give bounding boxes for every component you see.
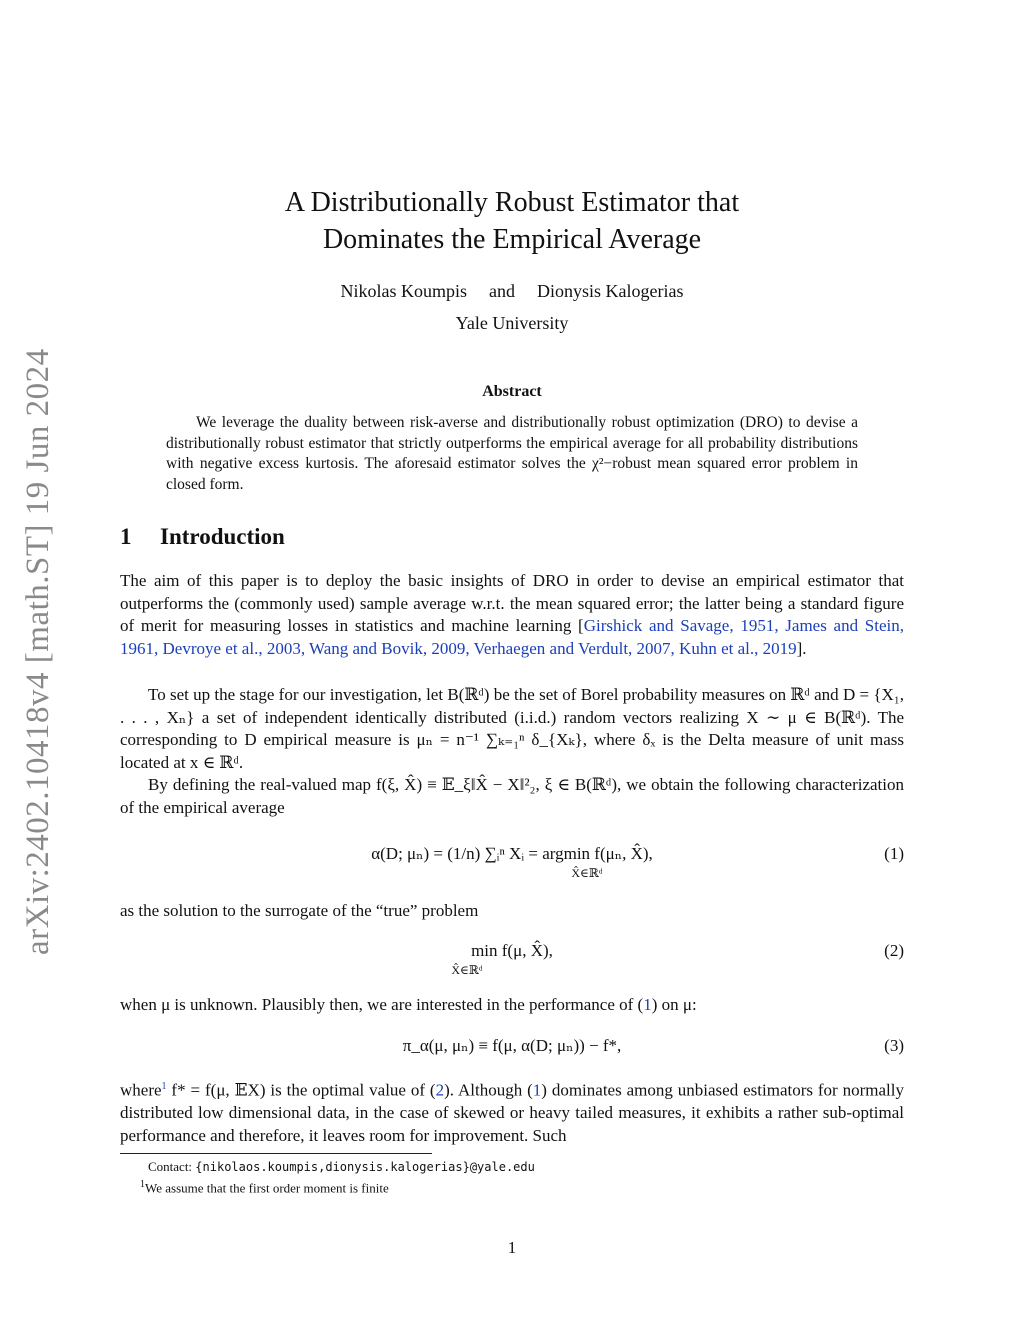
contact-label: Contact: (148, 1159, 193, 1174)
paragraph-1 (120, 570, 904, 661)
footnote-1-text: We assume that the first order moment is finite (145, 1180, 389, 1196)
equation-3 (120, 1028, 904, 1068)
equation-3-body: π_α(μ, μₙ) ≡ f(μ, α(D; μₙ)) − f*, (402, 1036, 622, 1055)
equation-ref-1[interactable]: 1 (643, 995, 652, 1014)
equation-1-body: α(D; μₙ) = (1/n) ∑ᵢⁿ Xᵢ = argmin f(μₙ, X̂), (371, 844, 653, 863)
citation-list[interactable]: Girshick and Savage, 1951, James and Stein, 1961, Devroye et al., 2003, Wang and Bovik, 2009, Verhaegen and Verdult, 2007, Kuhn et al., 2019 (120, 616, 905, 659)
equation-1 (120, 836, 904, 880)
footnote-rule (120, 1153, 432, 1154)
paragraph-6-text-a: where (120, 1080, 162, 1100)
abstract-text: We leverage the duality between risk-averse and distributionally robust optimization (DRO) to devise a distributionally robust estimator that strictly outperforms the empirical average for all probability distributions with negative excess kurtosis. The aforesaid estimator solves the χ²−robust mean squared error problem in closed form. (166, 414, 858, 493)
author-2: Dionysis Kalogerias (537, 281, 684, 301)
equation-ref-1b[interactable]: 1 (532, 1080, 542, 1100)
equation-2-subscript: X̂∈ℝᵈ (451, 963, 483, 977)
equation-1-number: (1) (884, 844, 904, 863)
paragraph-1-text: The aim of this paper is to deploy the basic insights of DRO in order to devise an empirical estimator that outperforms the (commonly used) sample average w.r.t. the mean squared error; the latter being a standard figure of merit for measuring losses in statistics and machine learning [ (120, 571, 904, 636)
author-list (120, 281, 904, 302)
equation-2-number: (2) (884, 941, 904, 960)
abstract-heading: Abstract (482, 383, 542, 400)
section-number: 1 (120, 524, 132, 549)
paragraph-4: as the solution to the surrogate of the “true” problem (120, 901, 479, 920)
equation-1-subscript: X̂∈ℝᵈ (571, 866, 603, 880)
paragraph-5 (120, 994, 904, 1017)
paragraph-1-close: ]. (796, 639, 807, 659)
section-heading (120, 524, 285, 550)
arxiv-stamp: arXiv:2402.10418v4 [math.ST] 19 Jun 2024 (20, 348, 56, 955)
paragraph-6-text-d: ) dominates among unbiased estimators for normally distributed low dimensional data, in the case of skewed or heavy tailed measures, it exhibits a rather sub-optimal performance and therefore, it leaves room for improvement. Such (120, 1080, 905, 1146)
footnote-1 (120, 1176, 924, 1197)
paragraph-5-text-a: when μ is unknown. Plausibly then, we are interested in the performance of ( (120, 995, 644, 1014)
paragraph-5-text-b: ) on μ: (651, 995, 697, 1014)
paragraph-6-text-c: ). Although ( (444, 1080, 533, 1100)
page-number: 1 (507, 1238, 517, 1257)
equation-ref-2[interactable]: 2 (435, 1080, 445, 1100)
equation-2-body: min f(μ, X̂), (471, 941, 553, 960)
footnote-contact (120, 1158, 932, 1176)
paper-title (120, 184, 904, 258)
equation-3-number: (3) (884, 1036, 904, 1055)
paragraph-6-text-b: f* = f(μ, 𝔼X) is the optimal value of ( (166, 1080, 436, 1100)
equation-2 (120, 933, 904, 977)
paragraph-3: By defining the real-valued map f(ξ, X̂) ≡ 𝔼_ξ‖X̂ − X‖²₂, ξ ∈ B(ℝᵈ), we obtain the following characterization of the empirical average (120, 775, 904, 817)
paragraph-6 (120, 1076, 904, 1148)
title-line-1: A Distributionally Robust Estimator that (284, 187, 740, 218)
section-title: Introduction (160, 524, 285, 549)
contact-email[interactable]: {nikolaos.koumpis,dionysis.kalogerias}@yale.edu (195, 1160, 535, 1174)
paragraph-2: To set up the stage for our investigation, let B(ℝᵈ) be the set of Borel probability measures on ℝᵈ and D = {X₁, . . . , Xₙ} a set of independent identically distributed (i.i.d.) random vectors realizing X ∼ μ ∈ B(ℝᵈ). The corresponding to D empirical measure is μₙ = n⁻¹ ∑ₖ₌₁ⁿ δ_{Xₖ}, where δₓ is the Delta measure of unit mass located at x ∈ ℝᵈ. (120, 685, 904, 773)
title-line-2: Dominates the Empirical Average (322, 224, 702, 255)
affiliation: Yale University (455, 313, 569, 333)
author-conjunction: and (489, 281, 516, 301)
footnote-1-mark: 1 (140, 1179, 145, 1190)
footnote-marker-1[interactable]: 1 (161, 1081, 167, 1092)
author-1: Nikolas Koumpis (340, 281, 468, 301)
